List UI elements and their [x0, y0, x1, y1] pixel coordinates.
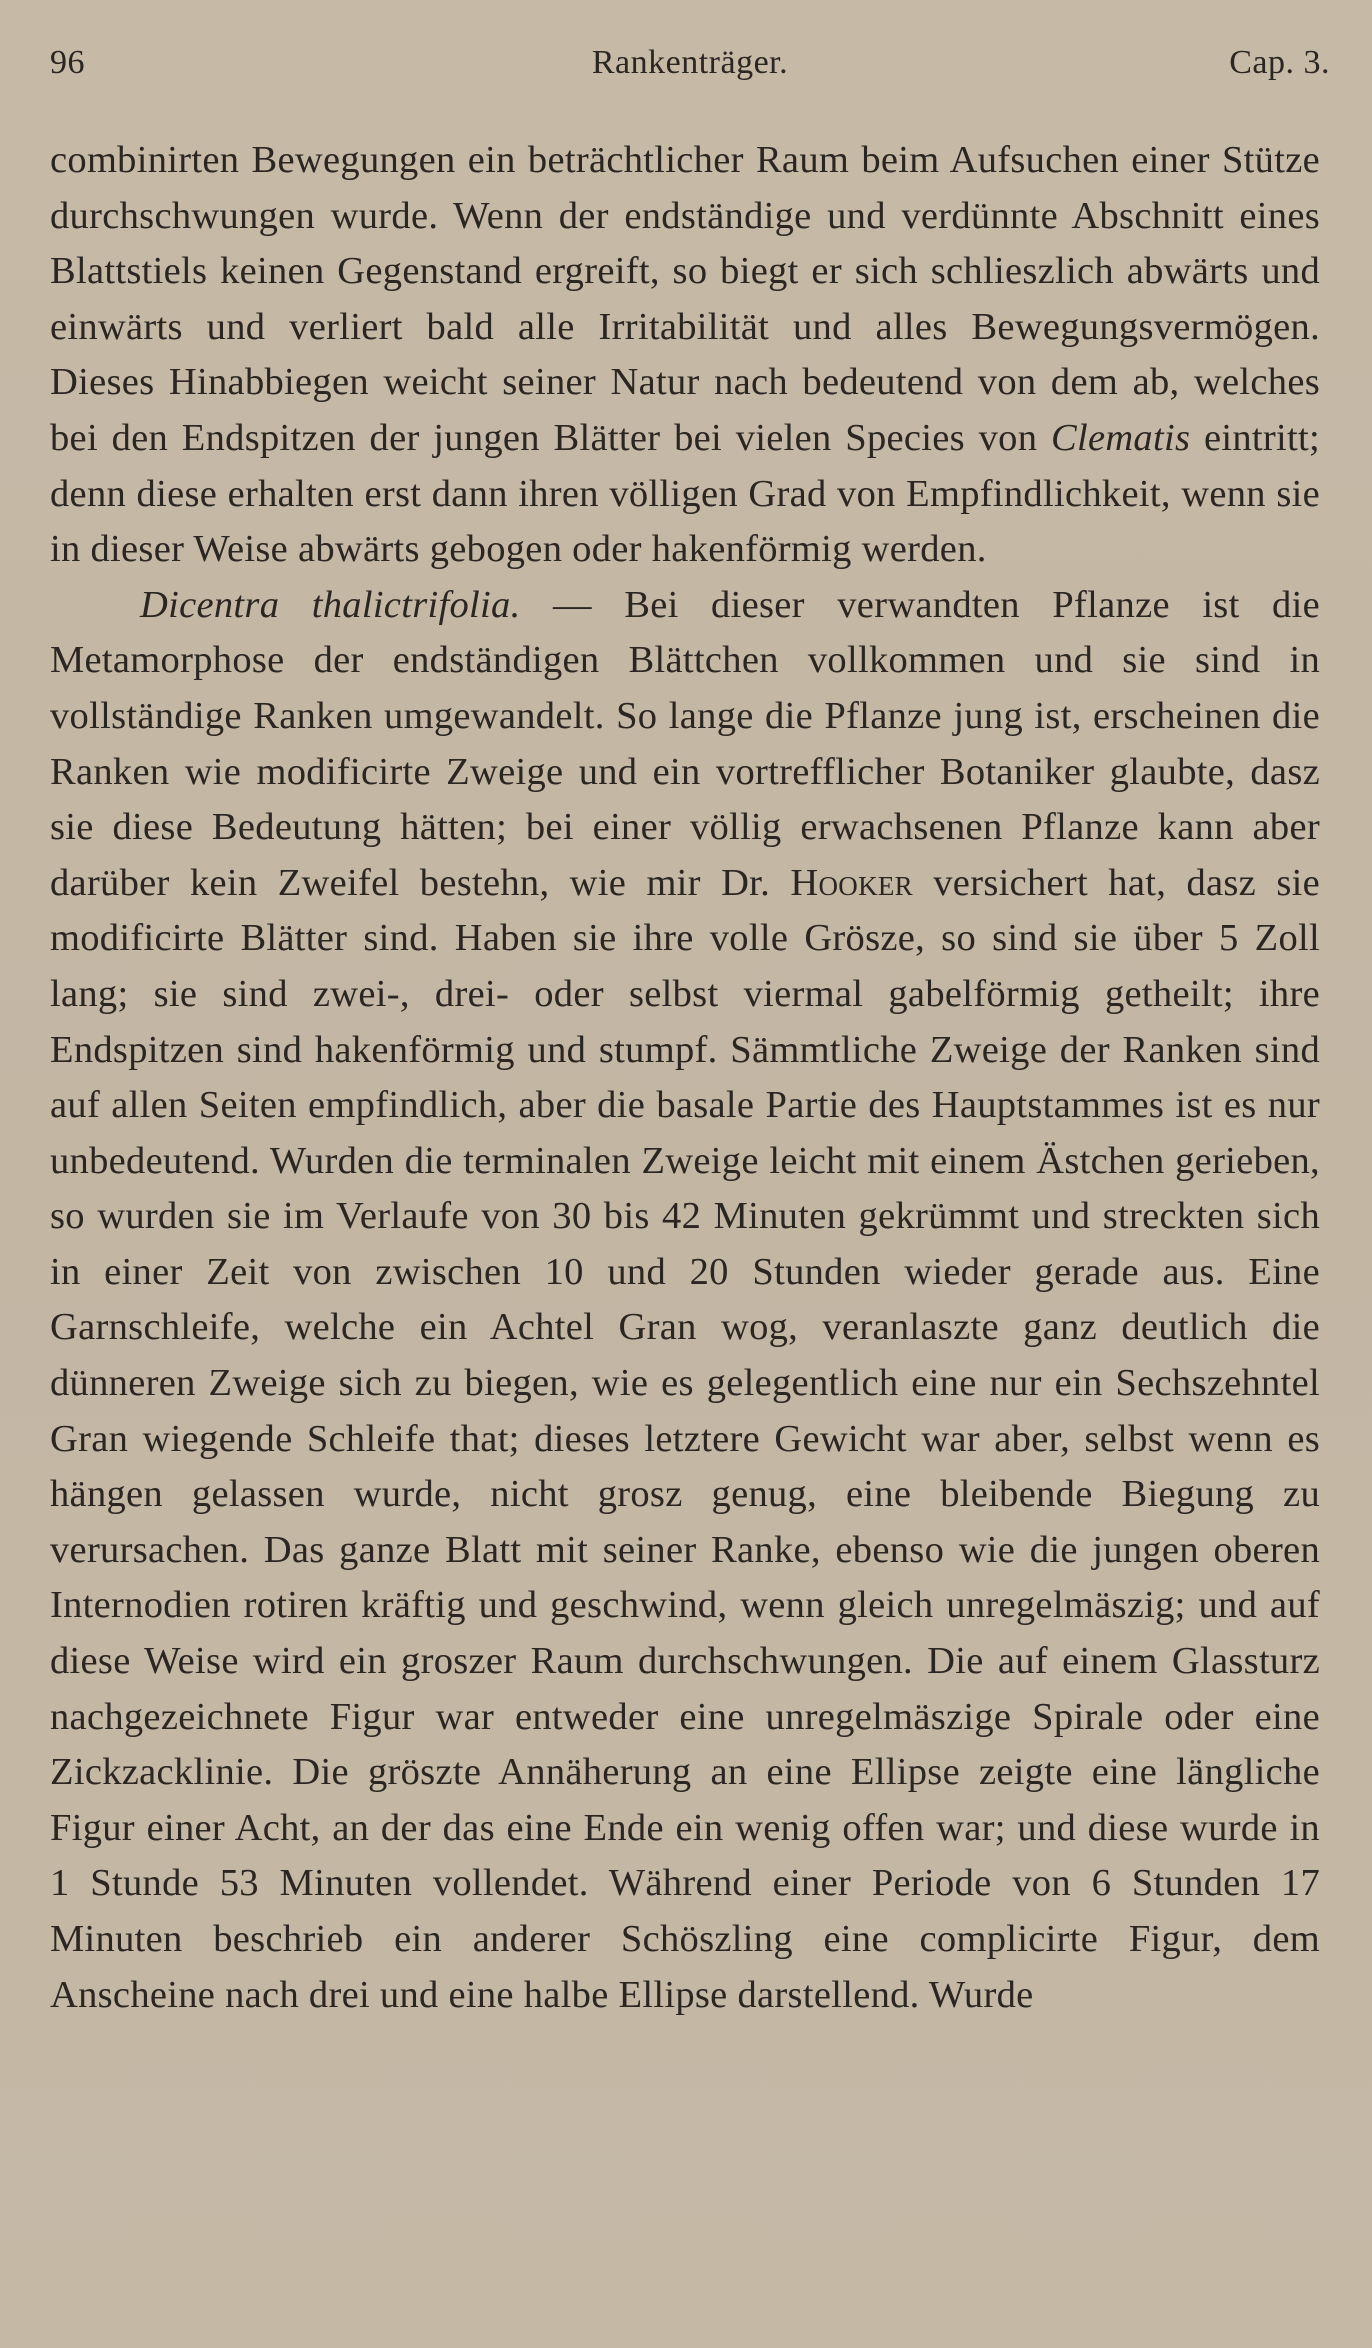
chapter-label: Cap. 3. — [1229, 44, 1330, 81]
paragraph-1 — [50, 133, 1320, 578]
genus-name: Clematis — [1050, 416, 1191, 459]
page-number: 96 — [50, 44, 85, 81]
paragraph-2-text-b: versichert hat, dasz sie modificirte Blätter sind. Haben sie ihre volle Grösze, so sind sie über 5 Zoll lang; sie sind zwei-, drei- oder selbst viermal gabelförmig getheilt; ihre Endspitzen sind hakenförmig und stumpf. Sämmtliche Zweige der Ranken sind auf allen Seiten empfindlich, aber die basale Partie des Hauptstammes ist es nur unbedeutend. Wurden die terminalen Zweige leicht mit einem Ästchen gerieben, so wurden sie im Verlaufe von 30 bis 42 Minuten gekrümmt und streckten sich in einer Zeit von zwischen 10 und 20 Stunden wieder gerade aus. Eine Garnschleife, welche ein Achtel Gran wog, veranlaszte ganz deutlich die dünneren Zweige sich zu biegen, wie es gelegentlich eine nur ein Sechszehntel Gran wiegende Schleife that; dieses letztere Gewicht war aber, selbst wenn es hängen gelassen wurde, nicht grosz genug, eine bleibende Biegung zu verursachen. Das ganze Blatt mit seiner Ranke, ebenso wie die jungen oberen Internodien rotiren kräftig und geschwind, wenn gleich unregelmäszig; und auf diese Weise wird ein groszer Raum durchschwungen. Die auf einem Glassturz nachgezeichnete Figur war entweder eine unregelmäszige Spirale oder eine Zickzacklinie. Die gröszte Annäherung an eine Ellipse zeigte eine längliche Figur einer Acht, an der das eine Ende ein wenig offen war; und diese wurde in 1 Stunde 53 Minuten vollendet. Während einer Periode von 6 Stunden 17 Minuten beschrieb ein anderer Schöszling eine complicirte Figur, dem Anscheine nach drei und eine halbe Ellipse darstellend. Wurde — [50, 861, 1320, 2016]
paragraph-1-text-b: eintritt; denn diese erhalten erst dann ihren völligen Grad von Empfindlichkeit, wenn sie in dieser Weise abwärts gebogen oder hakenförmig werden. — [50, 416, 1320, 571]
paragraph-2-text-a: — Bei dieser verwandten Pflanze ist die Metamorphose der endständigen Blättchen vollkommen und sie sind in vollständige Ranken umgewandelt. So lange die Pflanze jung ist, erscheinen die Ranken wie modificirte Zweige und ein vortrefflicher Botaniker glaubte, dasz sie diese Bedeutung hätten; bei einer völlig erwachsenen Pflanze kann aber darüber kein Zweifel bestehn, wie mir Dr. — [50, 583, 1320, 904]
person-name: Hooker — [790, 861, 913, 904]
paragraph-1-text-a: combinirten Bewegungen ein beträchtlicher Raum beim Aufsuchen einer Stütze durchschwungen wurde. Wenn der endständige und verdünnte Abschnitt eines Blattstiels keinen Gegenstand ergreift, so biegt er sich schlieszlich abwärts und einwärts und verliert bald alle Irritabilität und alles Bewegungsvermögen. Dieses Hinabbiegen weicht seiner Natur nach bedeutend von dem ab, welches bei den Endspitzen der jungen Blätter bei vielen Species von — [50, 139, 1320, 459]
body-text — [50, 133, 1320, 2023]
paragraph-2 — [50, 578, 1320, 2023]
running-title: Rankenträger. — [591, 44, 789, 81]
species-name: Dicentra thalictrifolia. — [140, 583, 521, 626]
running-header — [50, 44, 1330, 94]
